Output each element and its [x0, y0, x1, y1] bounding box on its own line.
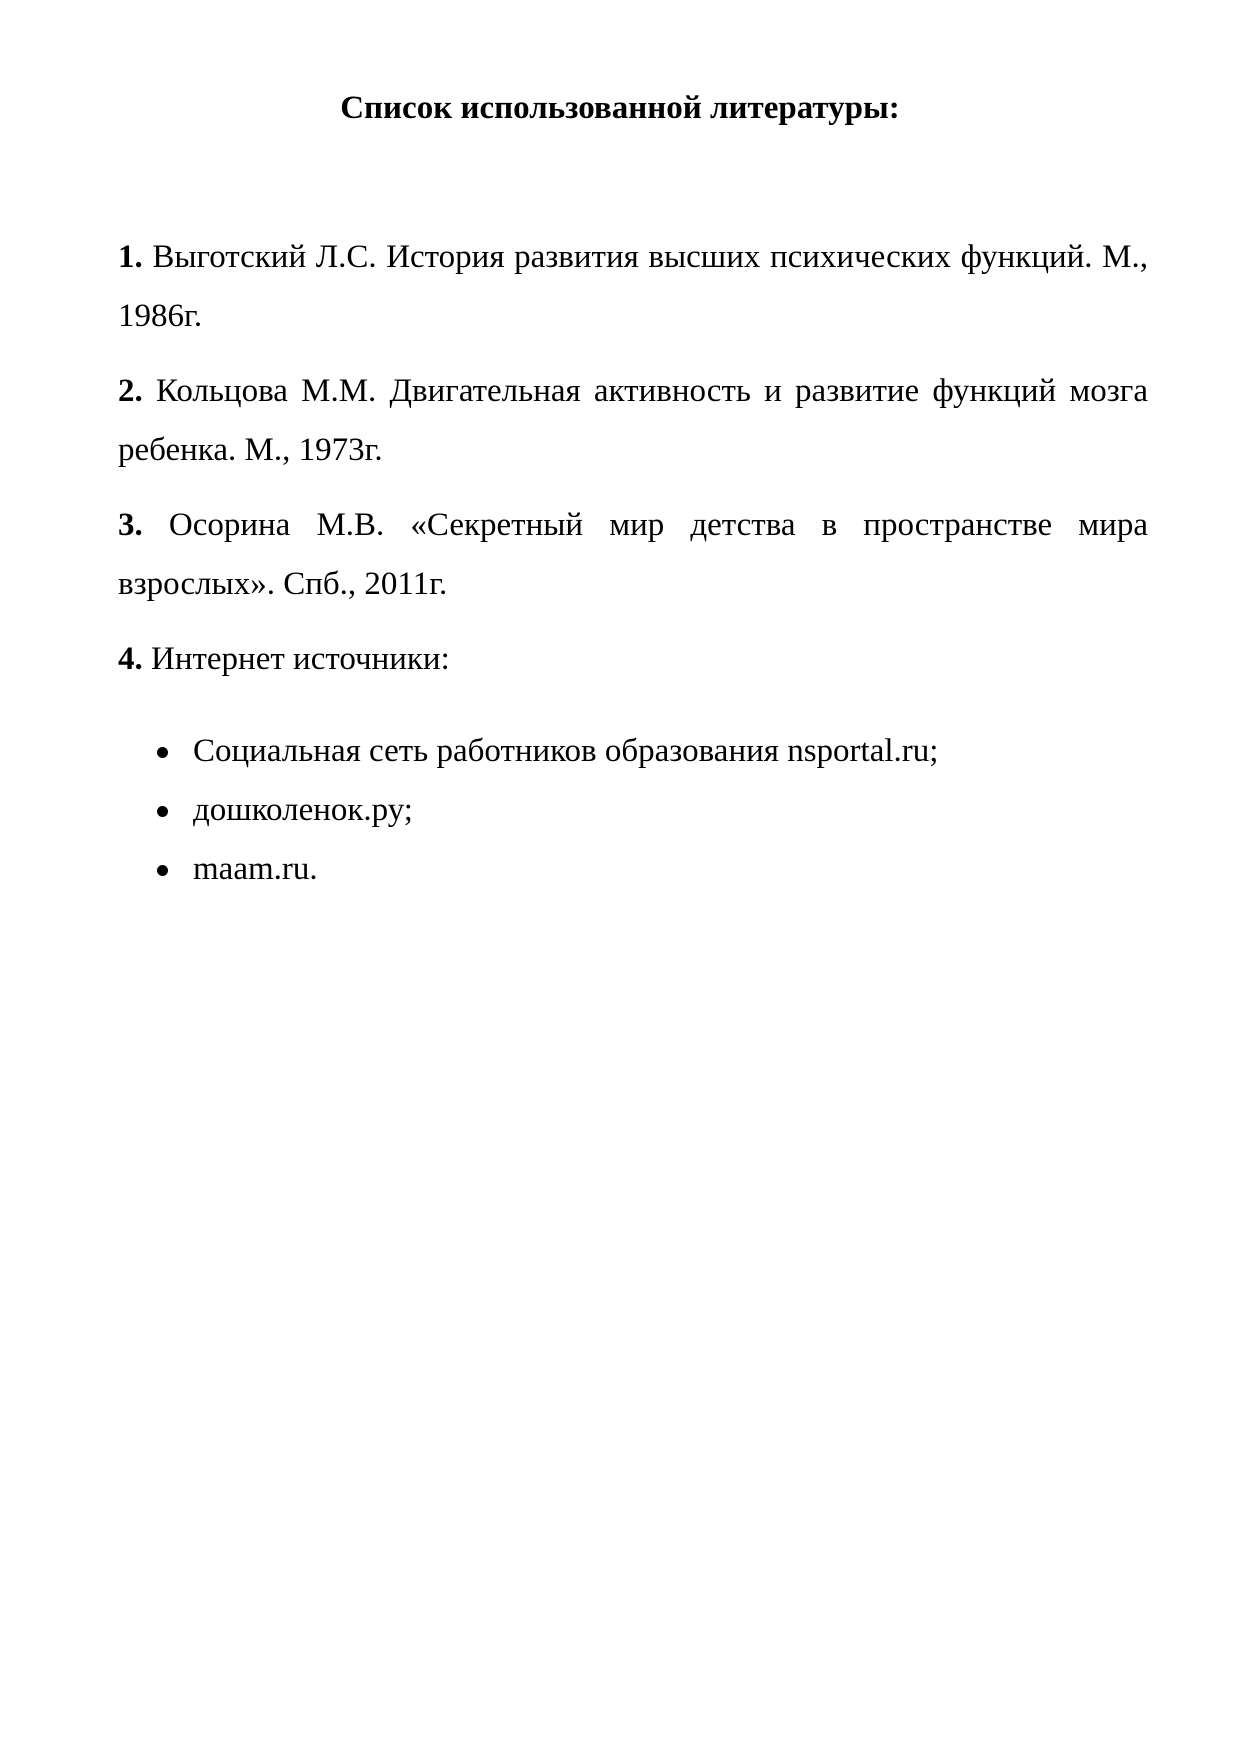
list-item	[118, 722, 1148, 781]
page-title: Список использованной литературы:	[340, 90, 900, 126]
source-text: дошколенок.ру;	[193, 792, 413, 828]
internet-sources-list	[118, 722, 1148, 899]
reference-text: Кольцова М.М. Двигательная активность и развитие функций мозга ребенка. М., 1973г.	[118, 373, 1148, 468]
reference-text: Интернет источники:	[142, 641, 450, 677]
reference-item-3	[118, 496, 1148, 614]
reference-number: 3.	[118, 507, 143, 543]
reference-list	[118, 228, 1148, 705]
bullet-icon	[157, 747, 168, 758]
bullet-icon	[157, 806, 168, 817]
reference-item-2	[118, 362, 1148, 480]
list-item	[118, 840, 1148, 899]
reference-text: Осорина М.В. «Секретный мир детства в пространстве мира взрослых». Спб., 2011г.	[118, 507, 1148, 602]
source-text: Социальная сеть работников образования nsportal.ru;	[193, 733, 939, 769]
reference-text: Выготский Л.С. История развития высших психических функций. М., 1986г.	[118, 239, 1148, 334]
reference-item-4	[118, 630, 1148, 689]
list-item	[118, 781, 1148, 840]
bullet-icon	[157, 865, 168, 876]
reference-number: 4.	[118, 641, 143, 677]
reference-number: 2.	[118, 373, 143, 409]
reference-number: 1.	[118, 239, 143, 275]
source-text: maam.ru.	[193, 851, 318, 887]
reference-item-1	[118, 228, 1148, 346]
